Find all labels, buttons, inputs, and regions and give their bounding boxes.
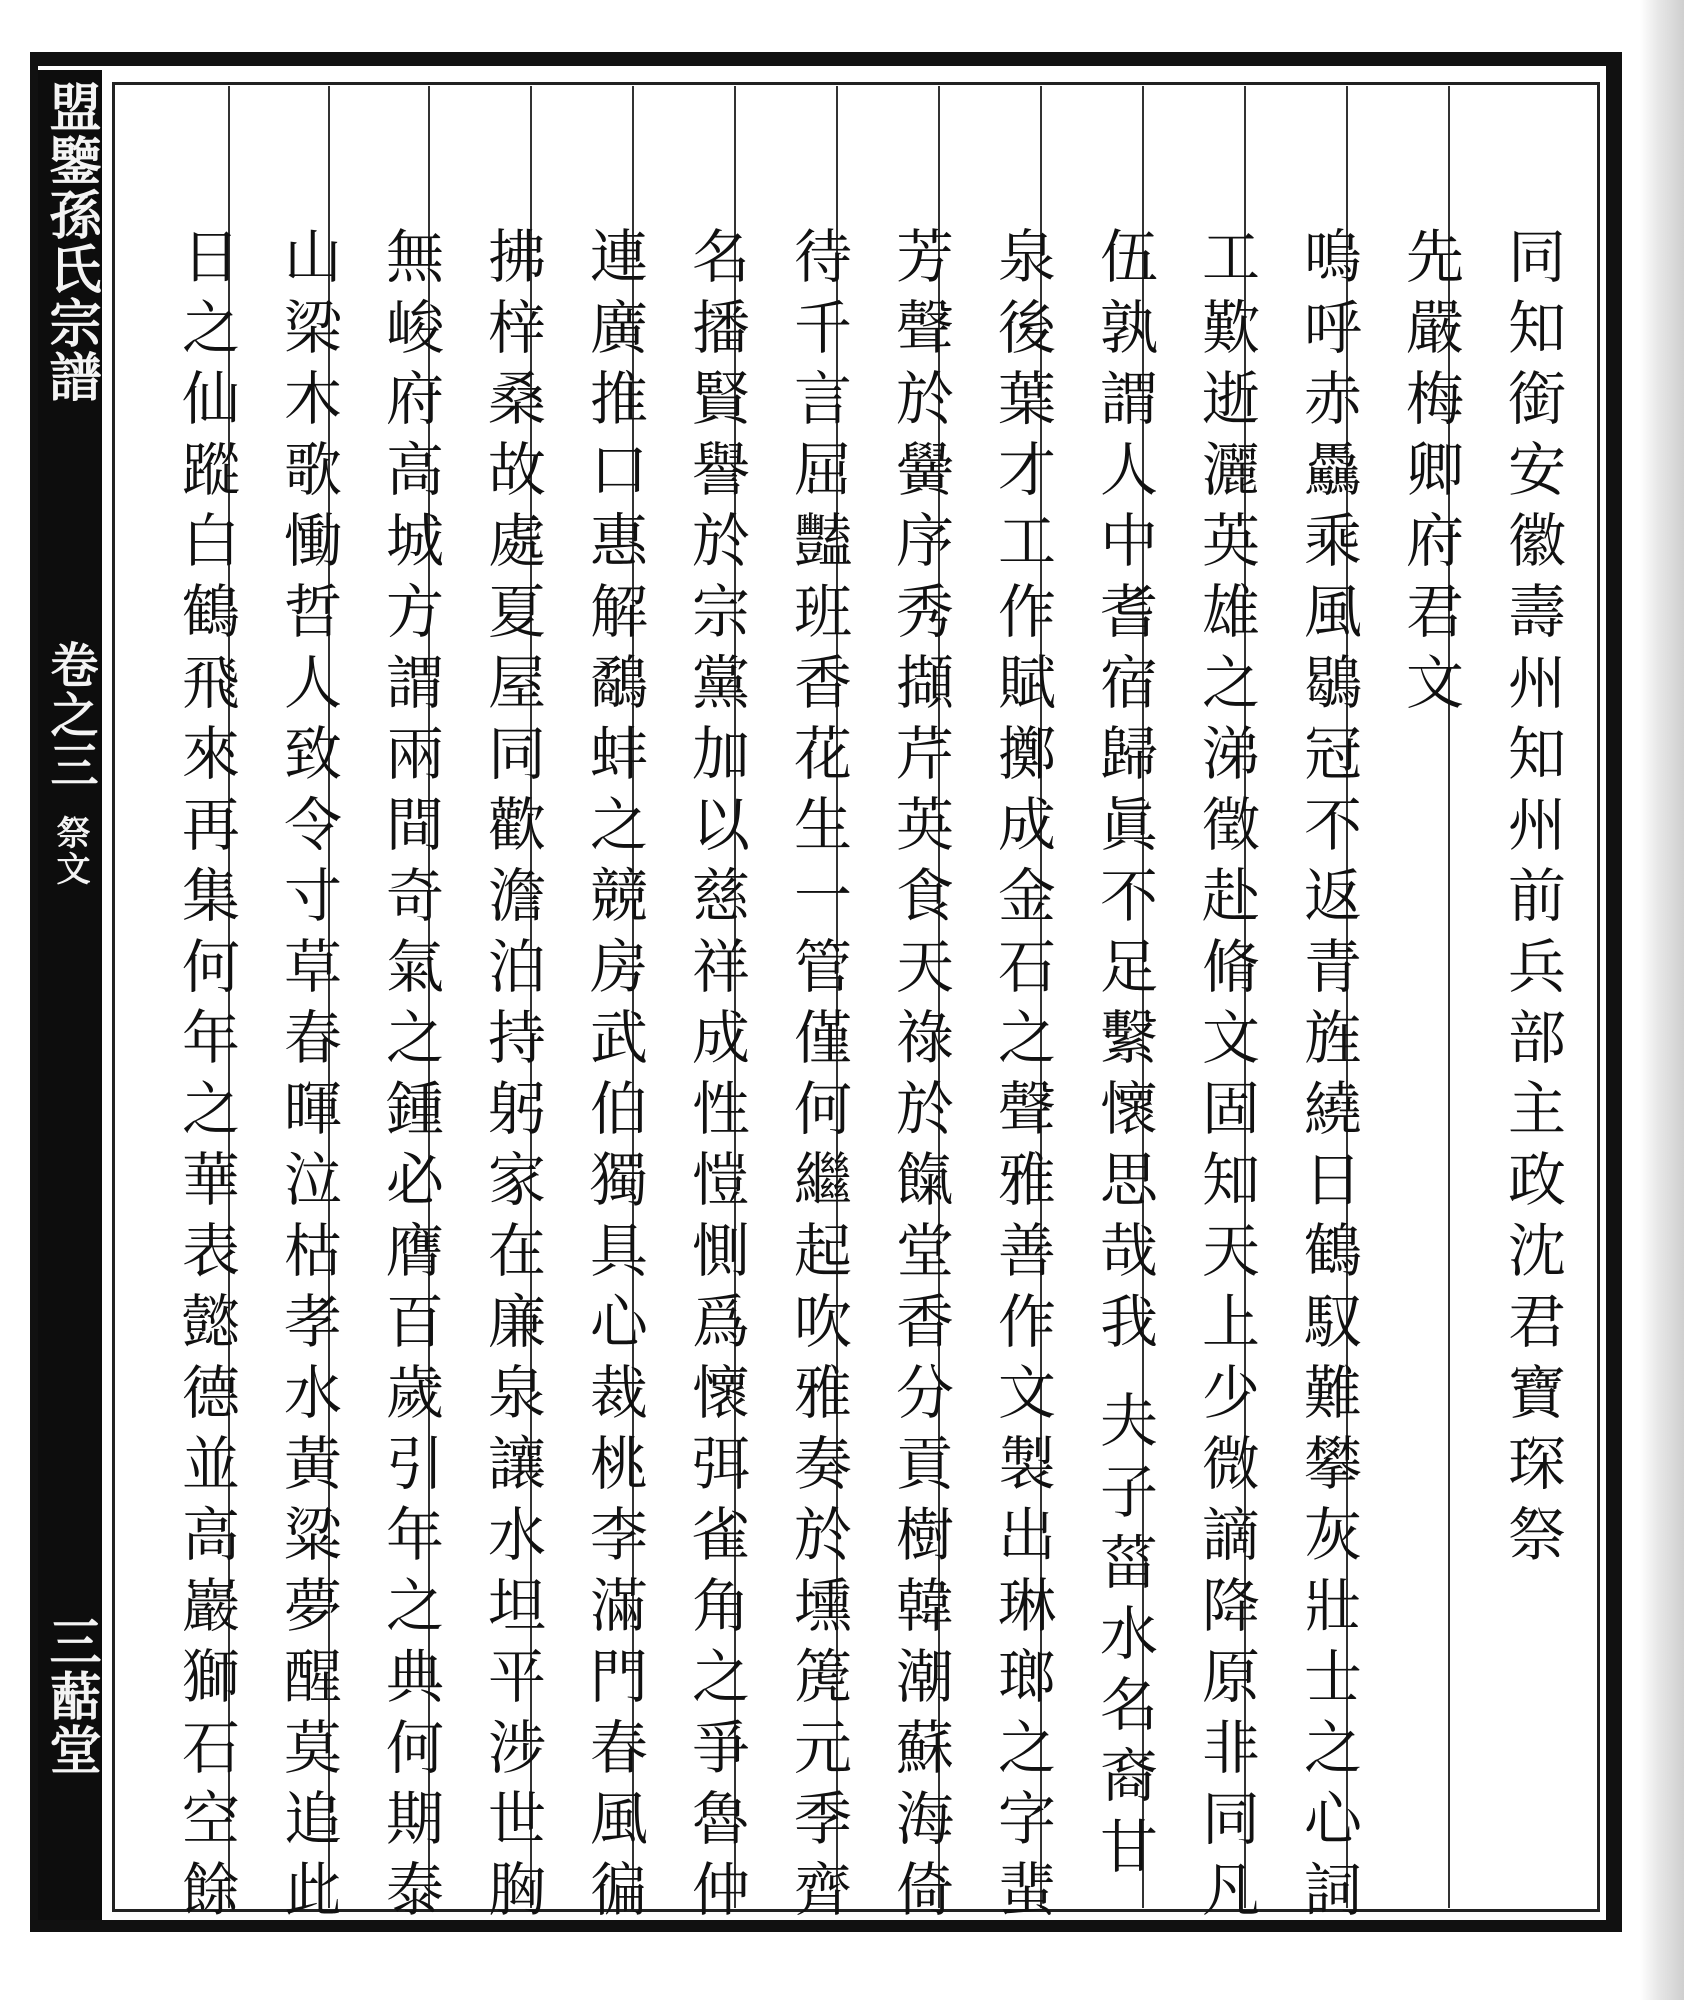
text-column-9: 名播賢譽於宗黨加以慈祥成性愷惻爲懷弭雀角之爭魯仲 <box>682 226 750 1930</box>
text-column-14: 日之仙蹤白鶴飛來再集何年之華表懿德並高巖獅石空餘 <box>172 226 240 1930</box>
text-column-5a: 伍孰謂人中耆宿歸眞不足繫懷思哉我 <box>1090 226 1158 1362</box>
spine-title: 盟鑒孫氏宗譜 <box>40 80 101 404</box>
text-column-12: 無峻府高城方謂兩間奇氣之鍾必膺百歲引年之典何期泰 <box>376 226 444 1930</box>
text-column-6: 泉後葉才工作賦擲成金石之聲雅善作文製出琳瑯之字蜚 <box>988 226 1056 1930</box>
text-column-13: 山梁木歌慟哲人致令寸草春暉泣枯孝水黃粱夢醒莫追此 <box>274 226 342 1930</box>
text-column-8: 待千言屈豔班香花生一管僅何繼起吹雅奏於壎箎元季齊 <box>784 226 852 1930</box>
spine-volume: 卷之三 <box>42 640 98 790</box>
text-column-10: 連廣推口惠解鷸蚌之競房武伯獨具心裁桃李滿門春風徧 <box>580 226 648 1930</box>
spine-hall-name: 三䔯堂 <box>40 1615 101 1777</box>
text-column-2: 先嚴梅卿府君文 <box>1396 226 1464 723</box>
text-column-3: 嗚呼赤驫乘風鶡冠不返青旌繞日鶴馭難攀灰壯士之心詞 <box>1294 226 1362 1930</box>
text-column-7: 芳聲於黌序秀擷芹英食天祿於餼堂香分貢樹韓潮蘇海倚 <box>886 226 954 1930</box>
page-edge-shadow <box>1640 0 1684 2000</box>
spine-section: 祭文 <box>50 815 90 887</box>
text-column-4: 工歎逝灑英雄之涕徵赴脩文固知天上少微謫降原非同凡 <box>1192 226 1260 1930</box>
text-column-1: 同知銜安徽壽州知州前兵部主政沈君寶琛祭 <box>1498 226 1566 1575</box>
text-column-11: 拂梓桑故處夏屋同歡澹泊持躬家在廉泉讓水坦平涉世胸 <box>478 226 546 1930</box>
text-column-5b: 夫子菑水名裔甘 <box>1090 1390 1158 1887</box>
